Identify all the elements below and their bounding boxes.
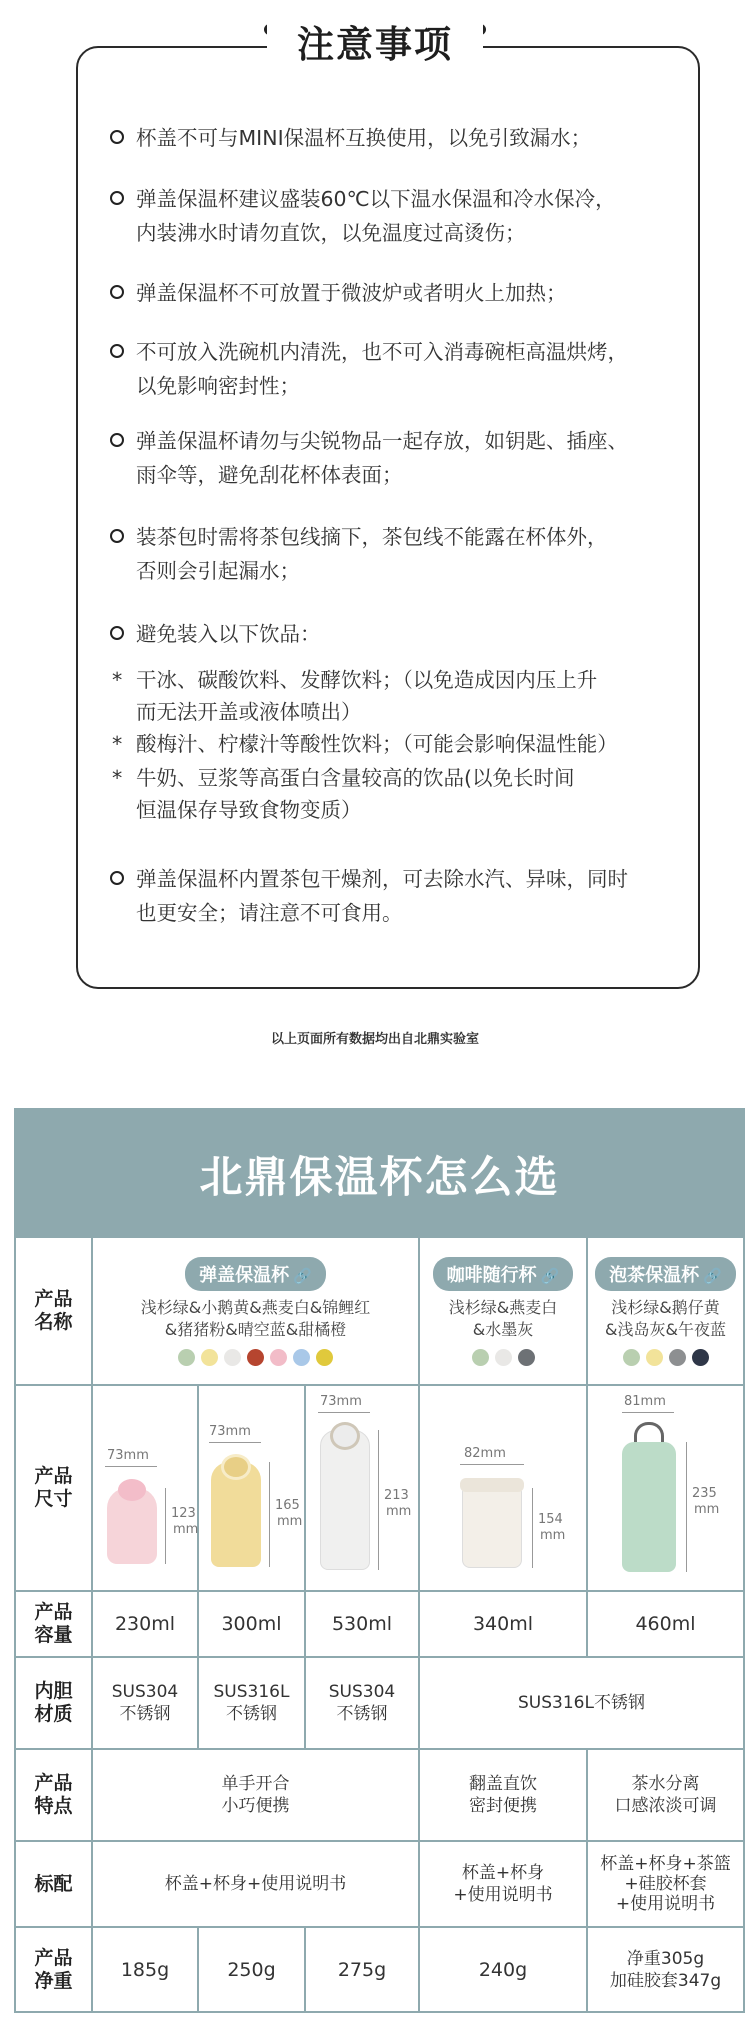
width-line — [622, 1412, 674, 1413]
note-item — [110, 121, 680, 155]
note-item — [110, 276, 680, 310]
color-swatch[interactable] — [293, 1349, 310, 1366]
note-text: 不可放入洗碗机内清洗，也不可入消毒碗柜高温烘烤， — [136, 340, 628, 364]
color-names: &猪猪粉&晴空蓝&甜橘橙 — [164, 1319, 347, 1339]
notes-title-wrap — [0, 14, 750, 68]
width-line — [209, 1442, 261, 1443]
color-names: 浅杉绿&小鹅黄&燕麦白&锦鲤红 — [140, 1297, 371, 1317]
row-label-config — [16, 1842, 91, 1926]
bullet-icon — [110, 433, 124, 447]
row-label-text: 净重 — [34, 1969, 73, 1992]
height-line — [378, 1430, 379, 1570]
product-pill[interactable] — [433, 1257, 574, 1291]
star-mark: * — [112, 668, 123, 692]
material-text: 不锈钢 — [226, 1704, 277, 1724]
note-text: 以免影响密封性； — [136, 374, 300, 398]
config-cell — [588, 1842, 743, 1926]
color-swatch[interactable] — [270, 1349, 287, 1366]
weight-cell: 250g — [199, 1928, 304, 2011]
bullet-icon — [110, 871, 124, 885]
link-icon: 🔗 — [703, 1266, 722, 1285]
feature-cell — [420, 1750, 586, 1840]
table-header — [14, 1108, 745, 1238]
product-name-cell — [420, 1238, 586, 1384]
weight-text: 净重305g — [626, 1948, 705, 1969]
capacity-cell: 340ml — [420, 1592, 586, 1656]
note-text: 否则会引起漏水； — [136, 559, 300, 583]
color-swatch[interactable] — [472, 1349, 489, 1366]
product-pill[interactable] — [595, 1257, 736, 1291]
product-name-cell — [588, 1238, 743, 1384]
material-text: SUS304 — [328, 1682, 396, 1702]
feature-cell — [588, 1750, 743, 1840]
cup-lid — [221, 1454, 251, 1480]
note-text: 内装沸水时请勿直饮，以免温度过高烫伤； — [136, 221, 526, 245]
material-cell — [93, 1658, 197, 1748]
star-item — [112, 664, 672, 728]
height-line — [269, 1462, 270, 1567]
note-text: 装茶包时需将茶包线摘下，茶包线不能露在杯体外， — [136, 525, 608, 549]
star-mark: * — [112, 732, 123, 756]
row-label-size — [16, 1386, 91, 1590]
height-unit: mm — [277, 1514, 303, 1529]
bullet-icon — [110, 529, 124, 543]
note-text: 雨伞等，避免刮花杯体表面； — [136, 463, 403, 487]
link-icon: 🔗 — [540, 1266, 560, 1285]
color-swatch[interactable] — [178, 1349, 195, 1366]
color-names: 浅杉绿&鹅仔黄 — [611, 1297, 720, 1317]
material-text: 不锈钢 — [336, 1704, 388, 1724]
color-names: &浅岛灰&午夜蓝 — [605, 1319, 726, 1339]
star-text: 牛奶、豆浆等高蛋白含量较高的饮品(以免长时间 — [136, 766, 575, 790]
cup-white-large — [320, 1430, 370, 1570]
capacity-cell: 230ml — [93, 1592, 197, 1656]
config-text: +硅胶杯套 — [624, 1874, 707, 1894]
notes-title: 注意事项 — [267, 14, 483, 68]
link-icon: 🔗 — [293, 1266, 312, 1285]
color-swatch[interactable] — [669, 1349, 686, 1366]
bullet-icon — [110, 285, 124, 299]
color-swatch[interactable] — [316, 1349, 333, 1366]
row-label-feature — [16, 1750, 91, 1840]
color-swatch[interactable] — [692, 1349, 709, 1366]
feature-cell — [93, 1750, 418, 1840]
note-item — [110, 617, 680, 651]
row-label-name — [16, 1238, 91, 1384]
feature-text: 小巧便携 — [221, 1796, 290, 1816]
note-item — [110, 520, 680, 588]
material-cell — [420, 1658, 743, 1748]
height-unit: mm — [540, 1528, 566, 1543]
weight-text: 加硅胶套347g — [609, 1970, 722, 1991]
weight-cell — [588, 1928, 743, 2011]
height-unit: mm — [173, 1522, 199, 1537]
row-label-text: 产品 — [34, 1465, 73, 1487]
row-label-material — [16, 1658, 91, 1748]
row-label-text: 产品 — [34, 1288, 73, 1310]
width-label: 81mm — [624, 1394, 666, 1409]
feature-text: 单手开合 — [221, 1774, 290, 1794]
size-cell — [306, 1386, 418, 1590]
height-label: 154 — [538, 1512, 563, 1527]
size-cell — [93, 1386, 197, 1590]
row-label-text: 特点 — [34, 1795, 73, 1817]
note-item — [110, 182, 680, 250]
bullet-icon — [110, 191, 124, 205]
color-swatch[interactable] — [646, 1349, 663, 1366]
product-name-cell — [93, 1238, 418, 1384]
color-names: &水墨灰 — [472, 1319, 534, 1339]
height-unit: mm — [386, 1504, 412, 1519]
color-swatch[interactable] — [201, 1349, 218, 1366]
star-mark: * — [112, 766, 123, 790]
row-label-capacity — [16, 1592, 91, 1656]
feature-text: 茶水分离 — [631, 1774, 700, 1794]
cup-lid — [460, 1478, 524, 1492]
row-label-text: 产品 — [34, 1946, 73, 1969]
product-name: 弹盖保温杯 — [199, 1264, 290, 1286]
material-cell — [306, 1658, 418, 1748]
product-pill[interactable] — [185, 1257, 326, 1291]
height-label: 213 — [384, 1488, 409, 1503]
size-cell — [588, 1386, 743, 1590]
note-item — [110, 862, 680, 930]
height-line — [686, 1442, 687, 1572]
swatches — [178, 1349, 333, 1366]
row-label-text: 产品 — [34, 1601, 73, 1623]
material-text: SUS316L不锈钢 — [518, 1693, 645, 1713]
comparison-table — [14, 1108, 745, 2013]
width-line — [105, 1466, 157, 1467]
width-line — [460, 1464, 524, 1465]
note-text: 弹盖保温杯建议盛装60℃以下温水保温和冷水保冷， — [136, 187, 616, 211]
feature-text: 密封便携 — [469, 1796, 537, 1816]
row-label-text: 标配 — [34, 1872, 73, 1895]
material-text: 不锈钢 — [119, 1704, 171, 1724]
height-label: 123 — [171, 1506, 196, 1521]
row-label-weight — [16, 1928, 91, 2011]
star-text: 而无法开盖或液体喷出） — [136, 700, 362, 724]
config-cell — [93, 1842, 418, 1926]
capacity-cell: 300ml — [199, 1592, 304, 1656]
row-label-text: 尺寸 — [34, 1488, 73, 1510]
size-cell — [199, 1386, 304, 1590]
swatches — [623, 1349, 709, 1366]
swatches — [472, 1349, 535, 1366]
width-line — [318, 1412, 370, 1413]
config-text: +使用说明书 — [615, 1894, 716, 1914]
config-text: 杯盖+杯身 — [461, 1863, 545, 1883]
source-note: 以上页面所有数据均出自北鼎实验室 — [270, 1032, 479, 1047]
star-text: 恒温保存导致食物变质） — [136, 798, 362, 822]
cup-coffee — [462, 1488, 522, 1568]
bullet-icon — [110, 130, 124, 144]
color-swatch[interactable] — [247, 1349, 264, 1366]
note-text: 弹盖保温杯不可放置于微波炉或者明火上加热； — [136, 281, 567, 305]
width-label: 73mm — [107, 1448, 149, 1463]
star-text: 干冰、碳酸饮料、发酵饮料；（以免造成因内压上升 — [136, 668, 598, 692]
color-swatch[interactable] — [518, 1349, 535, 1366]
color-names: 浅杉绿&燕麦白 — [448, 1297, 558, 1317]
note-item — [110, 424, 680, 492]
color-swatch[interactable] — [495, 1349, 512, 1366]
height-line — [532, 1488, 533, 1568]
feature-text: 翻盖直饮 — [469, 1774, 537, 1794]
weight-cell: 185g — [93, 1928, 197, 2011]
star-item — [112, 762, 672, 826]
material-text: SUS304 — [111, 1682, 179, 1702]
row-label-text: 名称 — [34, 1311, 73, 1333]
feature-text: 口感浓淡可调 — [614, 1796, 717, 1816]
size-cell — [420, 1386, 586, 1590]
config-text: +使用说明书 — [453, 1885, 553, 1905]
width-label: 82mm — [464, 1446, 506, 1461]
star-item — [112, 728, 672, 760]
note-text: 也更安全；请注意不可食用。 — [136, 901, 403, 925]
bullet-icon — [110, 344, 124, 358]
capacity-cell: 460ml — [588, 1592, 743, 1656]
note-text: 杯盖不可与MINI保温杯互换使用，以免引致漏水； — [136, 126, 592, 150]
config-text: 杯盖+杯身+茶篮 — [600, 1854, 731, 1874]
color-swatch[interactable] — [224, 1349, 241, 1366]
material-text: SUS316L — [213, 1682, 290, 1702]
config-text: 杯盖+杯身+使用说明书 — [164, 1874, 347, 1894]
star-text: 酸梅汁、柠檬汁等酸性饮料；（可能会影响保温性能） — [136, 732, 618, 756]
table-title: 北鼎保温杯怎么选 — [199, 1153, 560, 1203]
weight-cell: 275g — [306, 1928, 418, 2011]
cup-lid — [330, 1422, 360, 1450]
note-text: 避免装入以下饮品： — [136, 622, 321, 646]
height-label: 165 — [275, 1498, 300, 1513]
material-cell — [199, 1658, 304, 1748]
height-label: 235 — [692, 1486, 717, 1501]
height-unit: mm — [694, 1502, 720, 1517]
weight-cell: 240g — [420, 1928, 586, 2011]
width-label: 73mm — [320, 1394, 362, 1409]
bullet-icon — [110, 626, 124, 640]
note-text: 弹盖保温杯请勿与尖锐物品一起存放，如钥匙、插座、 — [136, 429, 628, 453]
product-name: 咖啡随行杯 — [446, 1264, 537, 1286]
row-label-text: 材质 — [34, 1703, 73, 1725]
row-label-text: 容量 — [34, 1624, 73, 1646]
product-name: 泡茶保温杯 — [609, 1264, 700, 1286]
cup-lid — [118, 1479, 146, 1501]
color-swatch[interactable] — [623, 1349, 640, 1366]
row-label-text: 产品 — [34, 1772, 73, 1794]
capacity-cell: 530ml — [306, 1592, 418, 1656]
cup-tea — [622, 1442, 676, 1572]
height-line — [165, 1488, 166, 1564]
row-label-text: 内胆 — [34, 1680, 73, 1702]
config-cell — [420, 1842, 586, 1926]
width-label: 73mm — [209, 1424, 251, 1439]
note-text: 弹盖保温杯内置茶包干燥剂，可去除水汽、异味，同时 — [136, 867, 628, 891]
note-item — [110, 335, 680, 403]
